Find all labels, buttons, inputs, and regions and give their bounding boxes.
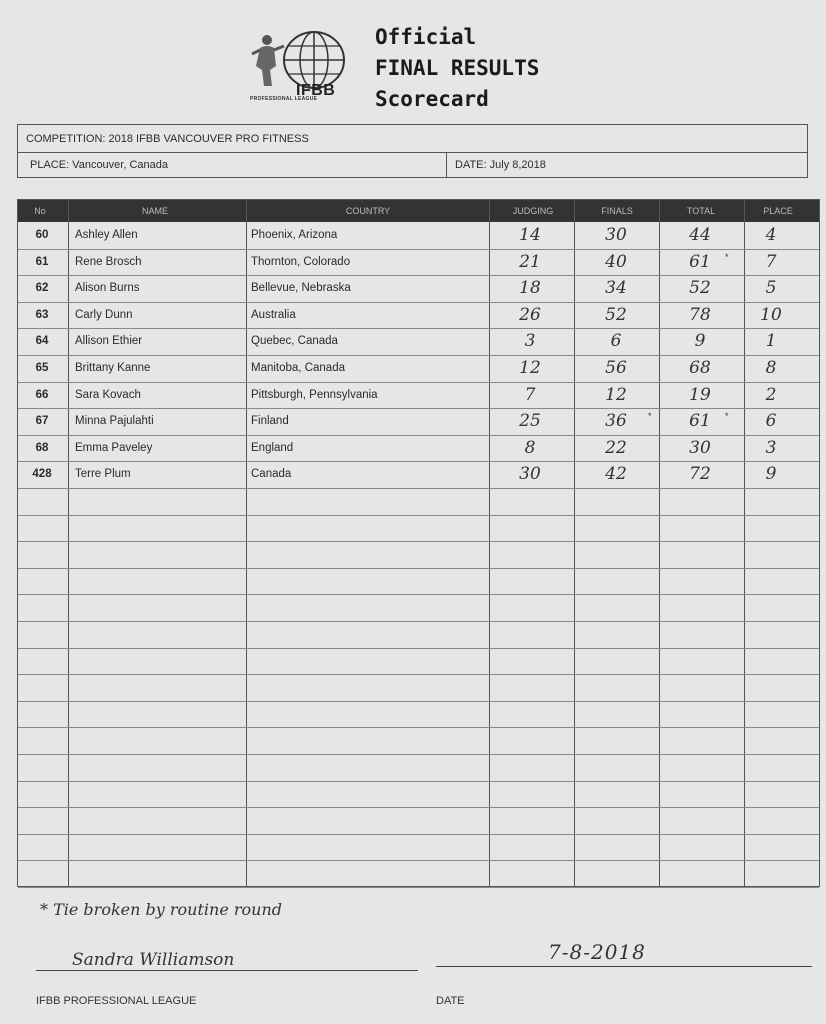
table-header <box>18 200 819 222</box>
finals-score: 30 <box>605 225 627 245</box>
total-score: 30 <box>689 437 711 458</box>
competitor-country: Manitoba, Canada <box>251 362 345 374</box>
place-result: 6 <box>765 411 777 432</box>
date-field: DATE: July 8,2018 <box>455 159 546 171</box>
finals-score: 34 <box>605 278 627 299</box>
judge-signature: Sandra Williamson <box>72 950 235 970</box>
competitor-country: Canada <box>251 468 292 481</box>
finals-score: 40 <box>605 251 627 272</box>
competitor-number: 60 <box>35 229 49 241</box>
judging-score: 21 <box>519 251 541 272</box>
place-result: 1 <box>765 331 777 352</box>
column-divider <box>246 200 247 886</box>
logo-text: IFBB <box>296 82 336 99</box>
finals-score: 56 <box>605 358 627 378</box>
column-divider <box>489 200 490 886</box>
signed-date: 7-8-2018 <box>548 940 646 964</box>
row-divider <box>18 887 819 888</box>
row-divider <box>18 674 819 675</box>
judging-score: 26 <box>519 304 541 325</box>
league-label: IFBB PROFESSIONAL LEAGUE <box>36 995 197 1007</box>
title-line-3: Scorecard <box>375 87 489 111</box>
competitor-country: Australia <box>251 308 296 321</box>
finals-score: 22 <box>605 437 627 458</box>
row-divider <box>18 355 819 356</box>
finals-score: 36 <box>605 411 627 432</box>
row-divider <box>18 408 819 409</box>
judging-score: 7 <box>524 384 536 405</box>
tie-mark: * <box>725 411 729 422</box>
finals-score: 42 <box>605 464 627 485</box>
judging-score: 12 <box>519 358 541 378</box>
row-divider <box>18 488 819 489</box>
competitor-number: 67 <box>35 415 49 428</box>
tie-mark: * <box>725 251 729 262</box>
finals-score: 52 <box>605 304 627 325</box>
total-score: 52 <box>689 278 711 299</box>
competitor-number: 66 <box>35 388 49 401</box>
judging-score: 30 <box>519 464 541 485</box>
total-score: 72 <box>689 464 711 485</box>
competitor-name: Allison Ethier <box>75 335 143 348</box>
row-divider <box>18 648 819 649</box>
competitor-country: Thornton, Colorado <box>251 255 351 268</box>
column-divider <box>659 200 660 886</box>
judging-score: 3 <box>524 331 536 352</box>
row-divider <box>18 275 819 276</box>
date-divider <box>446 153 447 178</box>
page-title <box>375 22 539 115</box>
competitor-country: Pittsburgh, Pennsylvania <box>251 388 378 401</box>
finals-score: 12 <box>605 384 627 405</box>
header-no: No <box>34 206 46 216</box>
competitor-country: Phoenix, Arizona <box>251 229 338 241</box>
competitor-name: Ashley Allen <box>75 229 138 241</box>
header-country: COUNTRY <box>345 206 391 216</box>
competitor-name: Carly Dunn <box>75 308 133 321</box>
total-score: 61 <box>689 251 711 272</box>
competitor-number: 63 <box>35 308 49 321</box>
competitor-name: Sara Kovach <box>75 388 141 401</box>
competitor-number: 428 <box>32 468 52 481</box>
competitor-name: Rene Brosch <box>75 255 142 268</box>
judging-score: 18 <box>519 278 541 299</box>
row-divider <box>18 328 819 329</box>
row-divider <box>18 727 819 728</box>
row-divider <box>18 834 819 835</box>
competitor-number: 62 <box>35 282 49 295</box>
competitor-name: Emma Paveley <box>75 441 153 454</box>
total-score: 9 <box>694 331 706 352</box>
column-divider <box>68 200 69 886</box>
row-divider <box>18 754 819 755</box>
row-divider <box>18 435 819 436</box>
header-name: NAME <box>141 206 168 216</box>
competitor-country: England <box>251 441 294 454</box>
row-divider <box>18 249 819 250</box>
row-divider <box>18 621 819 622</box>
header-finals: FINALS <box>601 206 633 216</box>
row-divider <box>18 461 819 462</box>
judging-score: 8 <box>524 437 536 458</box>
total-score: 19 <box>689 384 711 405</box>
competitor-name: Minna Pajulahti <box>75 415 154 428</box>
place-result: 7 <box>765 251 777 272</box>
total-score: 68 <box>689 358 711 378</box>
tie-break-note: * Tie broken by routine round <box>40 900 282 919</box>
date-line <box>436 966 812 967</box>
date-label: DATE <box>436 995 465 1007</box>
judging-score: 25 <box>519 411 541 432</box>
place-result: 4 <box>765 225 777 245</box>
signature-line <box>36 970 418 971</box>
competitor-number: 68 <box>35 441 49 454</box>
competitor-number: 65 <box>35 362 49 374</box>
competitor-name: Alison Burns <box>75 282 140 295</box>
row-divider <box>18 701 819 702</box>
title-line-1: Official <box>375 25 477 49</box>
column-divider <box>744 200 745 886</box>
competition-info-box <box>17 124 808 178</box>
place-result: 3 <box>765 437 777 458</box>
row-divider <box>18 541 819 542</box>
place-result: 2 <box>765 384 777 405</box>
place-result: 10 <box>760 304 782 325</box>
competitor-country: Bellevue, Nebraska <box>251 282 351 295</box>
competitor-name: Terre Plum <box>75 468 131 481</box>
competitor-name: Brittany Kanne <box>75 362 151 374</box>
competition-row <box>18 125 807 153</box>
total-score: 61 <box>689 411 711 432</box>
competition-field: COMPETITION: 2018 IFBB VANCOUVER PRO FITNESS <box>26 133 309 145</box>
logo-subtext: PROFESSIONAL LEAGUE <box>250 96 318 102</box>
place-field: PLACE: Vancouver, Canada <box>30 159 168 171</box>
row-divider <box>18 594 819 595</box>
total-score: 78 <box>689 304 711 325</box>
header-total: TOTAL <box>686 206 716 216</box>
judging-score: 14 <box>519 225 541 245</box>
competitor-number: 64 <box>35 335 49 348</box>
tie-mark: * <box>648 411 652 422</box>
row-divider <box>18 781 819 782</box>
total-score: 44 <box>689 225 711 245</box>
row-divider <box>18 382 819 383</box>
row-divider <box>18 515 819 516</box>
finals-score: 6 <box>610 331 622 352</box>
competitor-country: Quebec, Canada <box>251 335 338 348</box>
header-judging: JUDGING <box>512 206 554 216</box>
row-divider <box>18 860 819 861</box>
column-divider <box>574 200 575 886</box>
competitor-number: 61 <box>35 255 49 268</box>
row-divider <box>18 302 819 303</box>
place-date-row <box>18 153 807 178</box>
place-result: 8 <box>765 358 777 378</box>
title-line-2: FINAL RESULTS <box>375 56 540 80</box>
competitor-country: Finland <box>251 415 289 428</box>
row-divider <box>18 807 819 808</box>
row-divider <box>18 568 819 569</box>
results-table <box>17 199 820 887</box>
place-result: 5 <box>765 278 777 299</box>
header-place: PLACE <box>763 206 793 216</box>
place-result: 9 <box>765 464 777 485</box>
